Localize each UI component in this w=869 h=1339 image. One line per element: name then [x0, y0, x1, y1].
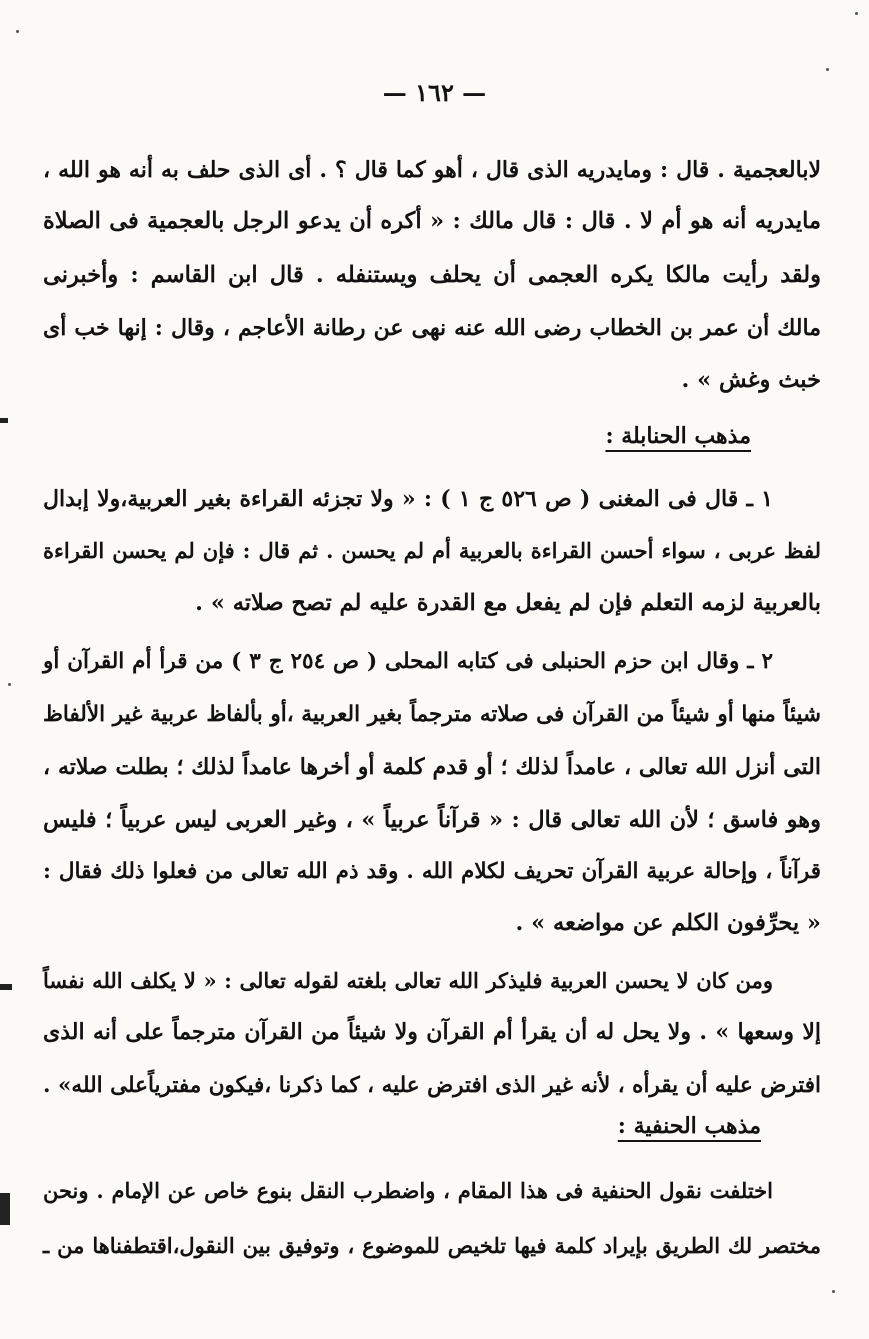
text-line: قرآناً ، وإحالة عربية القرآن تحريف لكلام الله . وقد ذم الله تعالى من فعلوا ذلك فقال :	[43, 859, 821, 884]
text-line: ١ ـ قال فى المغنى ( ص ٥٢٦ ج ١ ) : « ولا تجزئه القراءة بغير العربية،ولا إبدال	[43, 486, 773, 512]
text-line: خبث وغش » .	[681, 367, 821, 393]
text-line: مختصر لك الطريق بإيراد كلمة فيها تلخيص للموضوع ، وتوفيق بين النقول،اقتطفناها من ـ	[43, 1233, 821, 1258]
text-line: ومن كان لا يحسن العربية فليذكر الله تعالى بلغته لقوله تعالى : « لا يكلف الله نفساً	[43, 968, 773, 993]
section-heading-hanafiya: مذهب الحنفية :	[617, 1113, 761, 1139]
text-line: مايدريه أنه هو أم لا . قال : قال مالك : « أكره أن يدعو الرجل بالعجمية فى الصلاة	[43, 208, 821, 234]
text-line: « يحرِّفون الكلم عن مواضعه » .	[515, 910, 821, 936]
text-line: لفظ عربى ، سواء أحسن القراءة بالعربية أم لم يحسن . ثم قال : فإن لم يحسن القراءة	[43, 538, 821, 563]
text-line: إلا وسعها » . ولا يحل له أن يقرأ أم القرآن ولا شيئاً من القرآن مترجماً على أنه الذى	[43, 1019, 821, 1045]
text-line: وهو فاسق ؛ لأن الله تعالى قال : « قرآناً عربياً » ، وغير العربى ليس عربياً ؛ فليس	[43, 807, 821, 833]
scan-speck	[826, 68, 829, 71]
scan-speck	[16, 30, 19, 33]
scan-speck	[832, 1290, 835, 1293]
text-line: ولقد رأيت مالكا يكره العجمى أن يحلف ويستنفله . قال ابن القاسم : وأخبرنى	[43, 262, 821, 288]
text-line: لابالعجمية . قال : ومايدريه الذى قال ، أهو كما قال ؟ . أى الذى حلف به أنه هو الله ،	[43, 157, 821, 183]
text-line: شيئاً منها أو شيئاً من القرآن فى صلاته مترجماً بغير العربية ،أو بألفاظ عربية غير الألفاظ	[43, 702, 821, 727]
text-line: ٢ ـ وقال ابن حزم الحنبلى فى كتابه المحلى ( ص ٢٥٤ ج ٣ ) من قرأ أم القرآن أو	[43, 649, 773, 674]
text-line: اختلفت نقول الحنفية فى هذا المقام ، واضطرب النقل بنوع خاص عن الإمام . ونحن	[43, 1178, 773, 1203]
text-line: التى أنزل الله تعالى ، عامداً لذلك ؛ أو قدم كلمة أو أخرها عامداً لذلك ؛ بطلت صلاته ،	[43, 754, 821, 780]
scan-mark	[0, 1193, 10, 1225]
text-line: افترض عليه أن يقرأه ، لأنه غير الذى افترض عليه ، كما ذكرنا ،فيكون مفترياًعلى الله» .	[43, 1073, 821, 1098]
text-line: بالعربية لزمه التعلم فإن لم يفعل مع القدرة عليه لم تصح صلاته » .	[195, 590, 821, 616]
scan-mark	[0, 418, 8, 423]
scan-mark	[0, 984, 12, 990]
section-heading-hanabila: مذهب الحنابلة :	[605, 423, 751, 449]
scan-speck	[8, 683, 11, 686]
page-number: — ١٦٢ —	[382, 78, 487, 107]
scan-speck	[855, 12, 858, 15]
text-line: مالك أن عمر بن الخطاب رضى الله عنه نهى عن رطانة الأعاجم ، وقال : إنها خب أى	[43, 315, 821, 341]
